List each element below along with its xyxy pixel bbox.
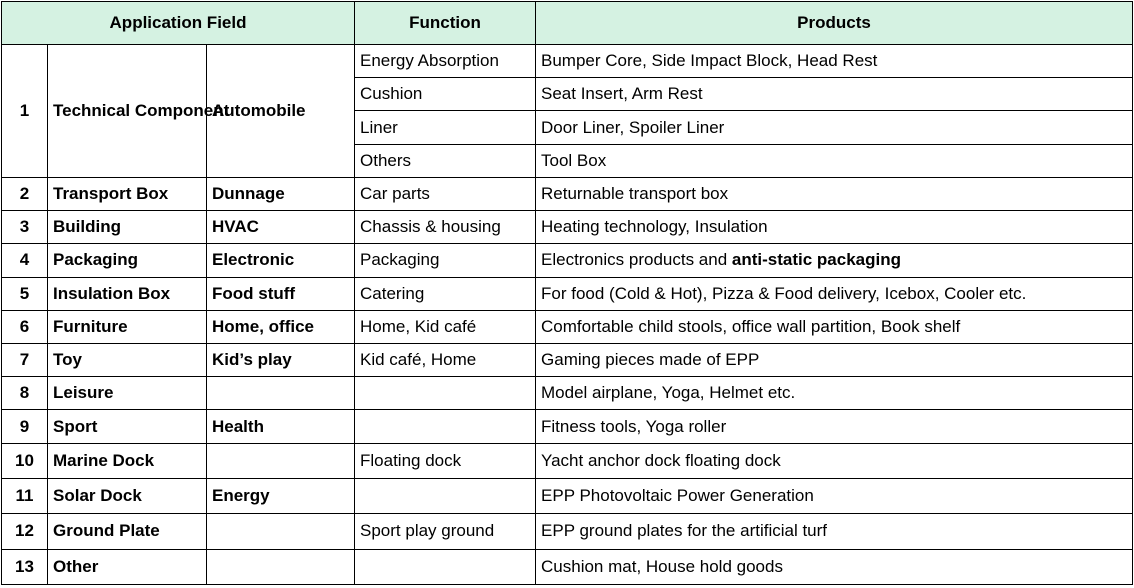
application-field: Leisure: [48, 377, 207, 410]
products-cell: [536, 244, 1133, 277]
function-cell: Car parts: [355, 177, 536, 210]
function-cell: [355, 410, 536, 443]
products-cell: Heating technology, Insulation: [536, 211, 1133, 244]
row-number: 1: [2, 45, 48, 178]
products-cell: Seat Insert, Arm Rest: [536, 78, 1133, 111]
application-field: Marine Dock: [48, 443, 207, 478]
table-row: [2, 310, 1133, 343]
products-cell: For food (Cold & Hot), Pizza & Food delivery, Icebox, Cooler etc.: [536, 277, 1133, 310]
products-text-emphasis: anti-static packaging: [731, 250, 902, 270]
application-field: Furniture: [48, 310, 207, 343]
application-subfield: Food stuff: [207, 277, 355, 310]
application-field: Insulation Box: [48, 277, 207, 310]
row-number: 11: [2, 478, 48, 513]
row-number: 5: [2, 277, 48, 310]
application-field: Solar Dock: [48, 478, 207, 513]
application-subfield: Dunnage: [207, 177, 355, 210]
header-application-field: Application Field: [2, 2, 355, 45]
function-cell: Energy Absorption: [355, 45, 536, 78]
row-number: 10: [2, 443, 48, 478]
table-row: [2, 45, 1133, 78]
application-subfield: Energy: [207, 478, 355, 513]
products-cell: Gaming pieces made of EPP: [536, 343, 1133, 376]
application-subfield: [207, 514, 355, 549]
application-subfield: Electronic: [207, 244, 355, 277]
function-cell: [355, 549, 536, 584]
row-number: 4: [2, 244, 48, 277]
application-subfield: Kid’s play: [207, 343, 355, 376]
products-cell: Returnable transport box: [536, 177, 1133, 210]
table-row: [2, 277, 1133, 310]
function-cell: Floating dock: [355, 443, 536, 478]
application-field: Technical Component: [48, 45, 207, 178]
products-cell: Model airplane, Yoga, Helmet etc.: [536, 377, 1133, 410]
row-number: 9: [2, 410, 48, 443]
function-cell: Others: [355, 144, 536, 177]
function-cell: Catering: [355, 277, 536, 310]
row-number: 13: [2, 549, 48, 584]
application-subfield: Automobile: [207, 45, 355, 178]
table-row: [2, 244, 1133, 277]
table-row: [2, 211, 1133, 244]
function-cell: [355, 377, 536, 410]
function-cell: Cushion: [355, 78, 536, 111]
application-field: Toy: [48, 343, 207, 376]
function-cell: Packaging: [355, 244, 536, 277]
products-cell: EPP ground plates for the artificial turf: [536, 514, 1133, 549]
application-field: Ground Plate: [48, 514, 207, 549]
row-number: 12: [2, 514, 48, 549]
function-cell: Home, Kid café: [355, 310, 536, 343]
function-cell: Kid café, Home: [355, 343, 536, 376]
application-subfield: [207, 443, 355, 478]
row-number: 3: [2, 211, 48, 244]
row-number: 7: [2, 343, 48, 376]
products-cell: Yacht anchor dock floating dock: [536, 443, 1133, 478]
products-cell: EPP Photovoltaic Power Generation: [536, 478, 1133, 513]
application-field: Building: [48, 211, 207, 244]
table-row: [2, 410, 1133, 443]
products-cell: Tool Box: [536, 144, 1133, 177]
application-subfield: [207, 549, 355, 584]
application-subfield: HVAC: [207, 211, 355, 244]
products-cell: Cushion mat, House hold goods: [536, 549, 1133, 584]
function-cell: [355, 478, 536, 513]
products-cell: Comfortable child stools, office wall partition, Book shelf: [536, 310, 1133, 343]
table-row: [2, 177, 1133, 210]
products-cell: Bumper Core, Side Impact Block, Head Rest: [536, 45, 1133, 78]
application-field: Other: [48, 549, 207, 584]
products-text: Electronics products and: [541, 250, 732, 270]
header-function: Function: [355, 2, 536, 45]
table-row: [2, 343, 1133, 376]
function-cell: Liner: [355, 111, 536, 144]
row-number: 6: [2, 310, 48, 343]
application-subfield: Health: [207, 410, 355, 443]
application-subfield: [207, 377, 355, 410]
table-row: [2, 514, 1133, 549]
table-row: [2, 549, 1133, 584]
table-row: [2, 478, 1133, 513]
row-number: 2: [2, 177, 48, 210]
table-row: [2, 443, 1133, 478]
application-subfield: Home, office: [207, 310, 355, 343]
header-row: [2, 2, 1133, 45]
function-cell: Sport play ground: [355, 514, 536, 549]
application-table: [1, 1, 1133, 585]
function-cell: Chassis & housing: [355, 211, 536, 244]
table-row: [2, 377, 1133, 410]
application-field: Packaging: [48, 244, 207, 277]
header-products: Products: [536, 2, 1133, 45]
products-cell: Fitness tools, Yoga roller: [536, 410, 1133, 443]
application-field: Sport: [48, 410, 207, 443]
row-number: 8: [2, 377, 48, 410]
products-cell: Door Liner, Spoiler Liner: [536, 111, 1133, 144]
application-field: Transport Box: [48, 177, 207, 210]
